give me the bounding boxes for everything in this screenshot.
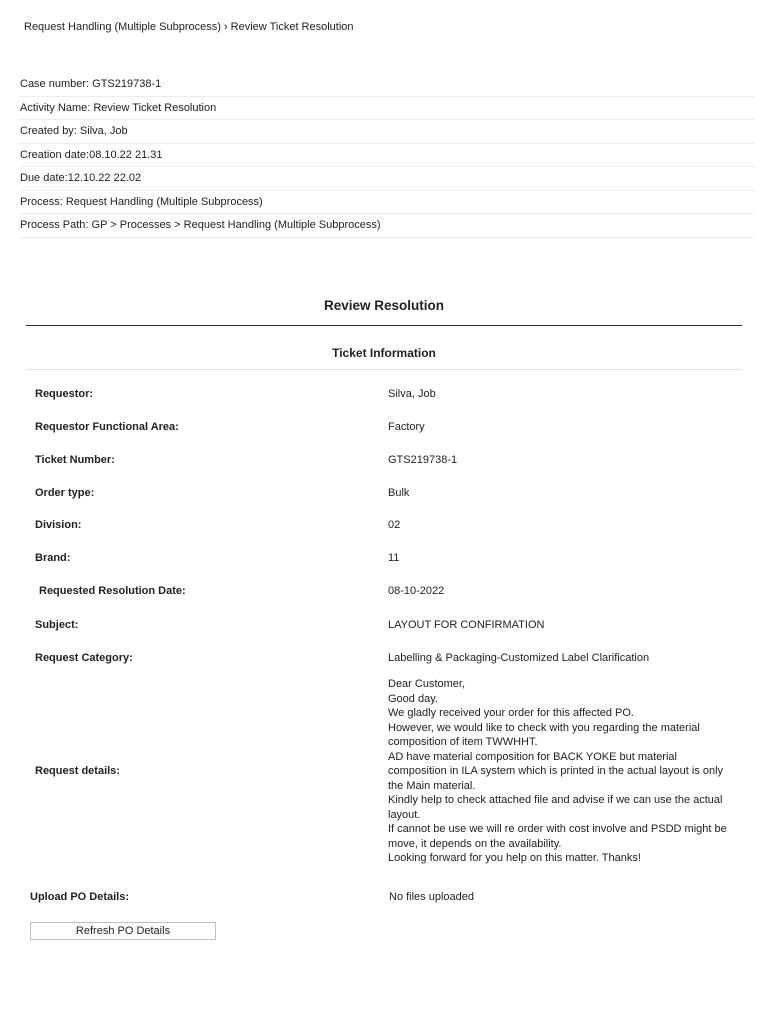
functional-area-value: Factory xyxy=(388,421,425,433)
process-path: Process Path: GP > Processes > Request Handling (Multiple Subprocess) xyxy=(20,214,755,238)
details-line: Good day. xyxy=(388,692,438,705)
ticket-number-value: GTS219738-1 xyxy=(388,454,458,466)
division-value: 02 xyxy=(388,519,401,531)
details-line: Looking forward for you help on this matter. Thanks! xyxy=(388,852,641,864)
brand-label: Brand: xyxy=(35,552,71,564)
order-type-label: Order type: xyxy=(35,487,95,499)
section-divider xyxy=(26,369,742,370)
breadcrumb: Request Handling (Multiple Subprocess) › Review Ticket Resolution xyxy=(24,21,354,33)
details-line: We gladly received your order for this affected PO. xyxy=(388,707,634,719)
requestor-label: Requestor: xyxy=(35,388,94,400)
order-type-value: Bulk xyxy=(388,487,410,499)
details-line: If cannot be use we will re order with cost involve and PSDD might be xyxy=(388,823,727,835)
due-date: Due date:12.10.22 22.02 xyxy=(20,167,755,191)
details-line: However, we would like to check with you regarding the material xyxy=(388,721,700,734)
details-line: Dear Customer, xyxy=(388,678,466,690)
form-title: Review Resolution xyxy=(323,298,445,313)
resolution-date-label: Requested Resolution Date: xyxy=(39,585,186,597)
details-line: layout. xyxy=(388,808,421,821)
details-line: the Main material. xyxy=(388,779,476,792)
section-title: Ticket Information xyxy=(332,346,436,360)
process: Process: Request Handling (Multiple Subprocess) xyxy=(20,191,755,215)
request-details-text xyxy=(388,677,738,866)
functional-area-label: Requestor Functional Area: xyxy=(35,421,179,433)
case-info-list xyxy=(20,73,755,238)
details-line: AD have material composition for BACK YOKE but material xyxy=(388,750,677,763)
requestor-value: Silva, Job xyxy=(388,388,436,400)
created-by: Created by: Silva, Job xyxy=(20,120,755,144)
refresh-po-details-button[interactable]: Refresh PO Details xyxy=(30,922,216,940)
resolution-date-value: 08-10-2022 xyxy=(388,585,445,597)
form-title-divider xyxy=(26,325,742,326)
creation-date: Creation date:08.10.22 21.31 xyxy=(20,144,755,168)
division-label: Division: xyxy=(35,519,82,531)
details-line: composition in ILA system which is printed in the actual layout is only xyxy=(388,765,724,777)
details-line: move, it depends on the availability. xyxy=(388,837,562,850)
brand-value: 11 xyxy=(388,552,400,564)
request-category-value: Labelling & Packaging-Customized Label Clarification xyxy=(388,652,650,664)
case-number: Case number: GTS219738-1 xyxy=(20,73,755,97)
request-details-label: Request details: xyxy=(35,765,120,777)
request-category-label: Request Category: xyxy=(35,652,133,664)
upload-po-label: Upload PO Details: xyxy=(30,891,130,903)
subject-label: Subject: xyxy=(35,619,79,631)
ticket-number-label: Ticket Number: xyxy=(35,454,115,466)
activity-name: Activity Name: Review Ticket Resolution xyxy=(20,97,755,121)
details-line: composition of item TWWHHT. xyxy=(388,736,538,748)
details-line: Kindly help to check attached file and advise if we can use the actual xyxy=(388,794,723,806)
upload-po-value: No files uploaded xyxy=(389,891,475,903)
subject-value: LAYOUT FOR CONFIRMATION xyxy=(388,619,545,631)
